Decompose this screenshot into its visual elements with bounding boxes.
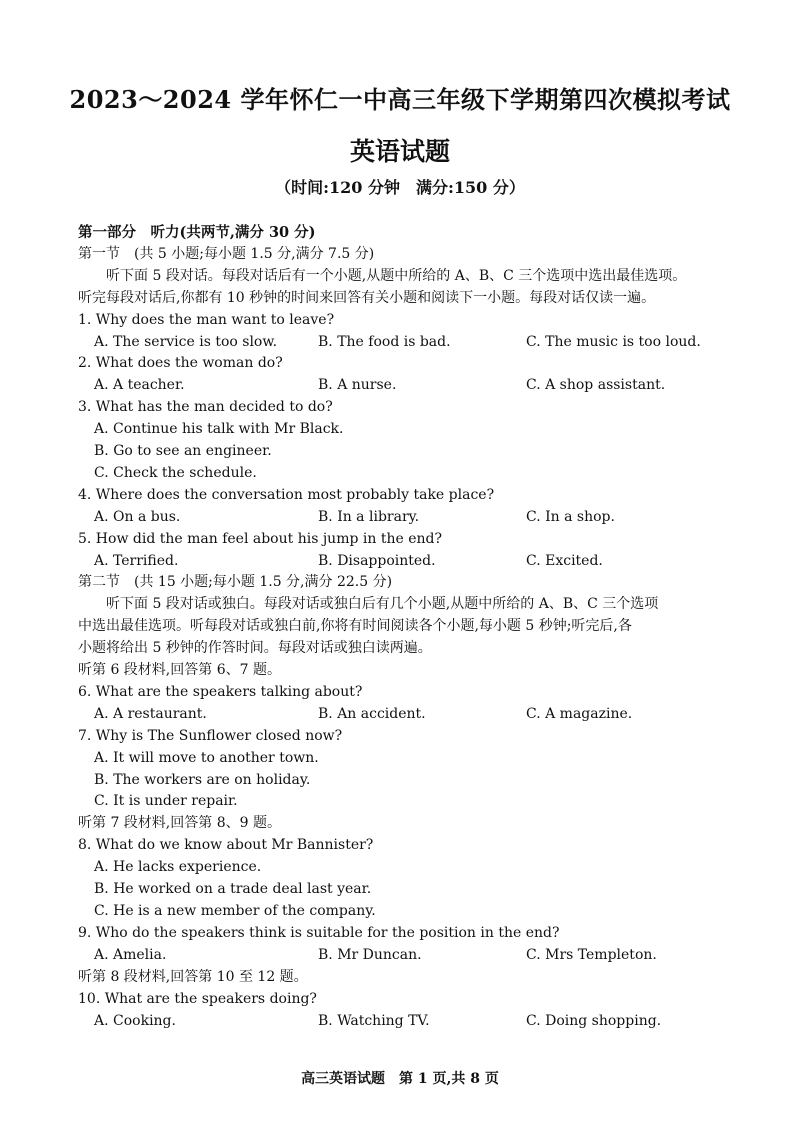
option-a: A. Continue his talk with Mr Black.	[94, 421, 344, 438]
option-b: B. Disappointed.	[318, 552, 436, 569]
option-b: B. Go to see an engineer.	[94, 443, 272, 460]
material-heading: 听第 6 段材料,回答第 6、7 题。	[78, 662, 281, 679]
option-a: A. It will move to another town.	[94, 749, 319, 766]
question-stem: 4. Where does the conversation most probably take place?	[78, 486, 495, 503]
option-c: C. Excited.	[526, 552, 603, 569]
instructions: 中选出最佳选项。听每段对话或独白前,你将有时间阅读各个小题,每小题 5 秒钟;听完后,各	[78, 618, 632, 635]
question-options	[78, 704, 758, 726]
option-a: A. Terrified.	[94, 552, 179, 569]
option-a: A. On a bus.	[94, 508, 181, 525]
question-stem: 2. What does the woman do?	[78, 355, 283, 372]
option-c: C. Mrs Templeton.	[526, 946, 657, 963]
option-b: B. Watching TV.	[318, 1012, 430, 1029]
option-a: A. The service is too slow.	[94, 333, 278, 350]
question-stem: 5. How did the man feel about his jump in the end?	[78, 530, 442, 547]
option-b: B. A nurse.	[318, 377, 397, 394]
question-stem: 8. What do we know about Mr Bannister?	[78, 837, 374, 854]
question-stem: 9. Who do the speakers think is suitable for the position in the end?	[78, 924, 560, 941]
option-c: C. Check the schedule.	[94, 464, 257, 481]
option-c: C. A shop assistant.	[526, 377, 666, 394]
option-c: C. A magazine.	[526, 705, 633, 722]
option-b: B. The workers are on holiday.	[94, 771, 311, 788]
question-options	[78, 507, 758, 529]
question-options	[78, 945, 758, 967]
option-a: A. He lacks experience.	[94, 859, 262, 876]
option-b: B. The food is bad.	[318, 333, 451, 350]
question-stem: 6. What are the speakers talking about?	[78, 683, 363, 700]
option-b: B. In a library.	[318, 508, 420, 525]
page-footer: 高三英语试题 第 1 页,共 8 页	[301, 1071, 499, 1087]
section-heading: 第一节 (共 5 小题;每小题 1.5 分,满分 7.5 分)	[78, 245, 375, 262]
option-b: B. Mr Duncan.	[318, 946, 422, 963]
option-b: B. An accident.	[318, 705, 426, 722]
part-heading: 第一部分 听力(共两节,满分 30 分)	[78, 224, 316, 241]
instructions: 听下面 5 段对话或独白。每段对话或独白后有几个小题,从题中所给的 A、B、C 三个选项	[106, 596, 659, 613]
question-options	[78, 375, 758, 397]
exam-content	[78, 222, 758, 1032]
question-options	[78, 551, 758, 573]
question-options	[78, 332, 758, 354]
instructions: 听下面 5 段对话。每段对话后有一个小题,从题中所给的 A、B、C 三个选项中选出最佳选项。	[106, 267, 687, 284]
option-a: A. A restaurant.	[94, 705, 207, 722]
section-heading: 第二节 (共 15 小题;每小题 1.5 分,满分 22.5 分)	[78, 574, 393, 591]
material-heading: 听第 7 段材料,回答第 8、9 题。	[78, 815, 281, 832]
exam-title: 2023～2024 学年怀仁一中高三年级下学期第四次模拟考试	[69, 85, 731, 114]
option-a: A. Amelia.	[94, 946, 167, 963]
option-c: C. He is a new member of the company.	[94, 903, 376, 920]
option-b: B. He worked on a trade deal last year.	[94, 881, 372, 898]
option-c: C. In a shop.	[526, 508, 615, 525]
question-options	[78, 1011, 758, 1033]
question-stem: 7. Why is The Sunflower closed now?	[78, 727, 343, 744]
question-stem: 3. What has the man decided to do?	[78, 399, 333, 416]
option-c: C. It is under repair.	[94, 793, 238, 810]
option-a: A. A teacher.	[94, 377, 185, 394]
option-c: C. Doing shopping.	[526, 1012, 662, 1029]
material-heading: 听第 8 段材料,回答第 10 至 12 题。	[78, 968, 308, 985]
option-a: A. Cooking.	[94, 1012, 176, 1029]
instructions: 听完每段对话后,你都有 10 秒钟的时间来回答有关小题和阅读下一小题。每段对话仅读一遍。	[78, 289, 656, 306]
exam-subject: 英语试题	[349, 137, 450, 166]
question-stem: 1. Why does the man want to leave?	[78, 311, 335, 328]
instructions: 小题将给出 5 秒钟的作答时间。每段对话或独白读两遍。	[78, 640, 432, 657]
exam-time-score: （时间:120 分钟 满分:150 分）	[275, 178, 525, 197]
question-stem: 10. What are the speakers doing?	[78, 990, 317, 1007]
option-c: C. The music is too loud.	[526, 333, 701, 350]
